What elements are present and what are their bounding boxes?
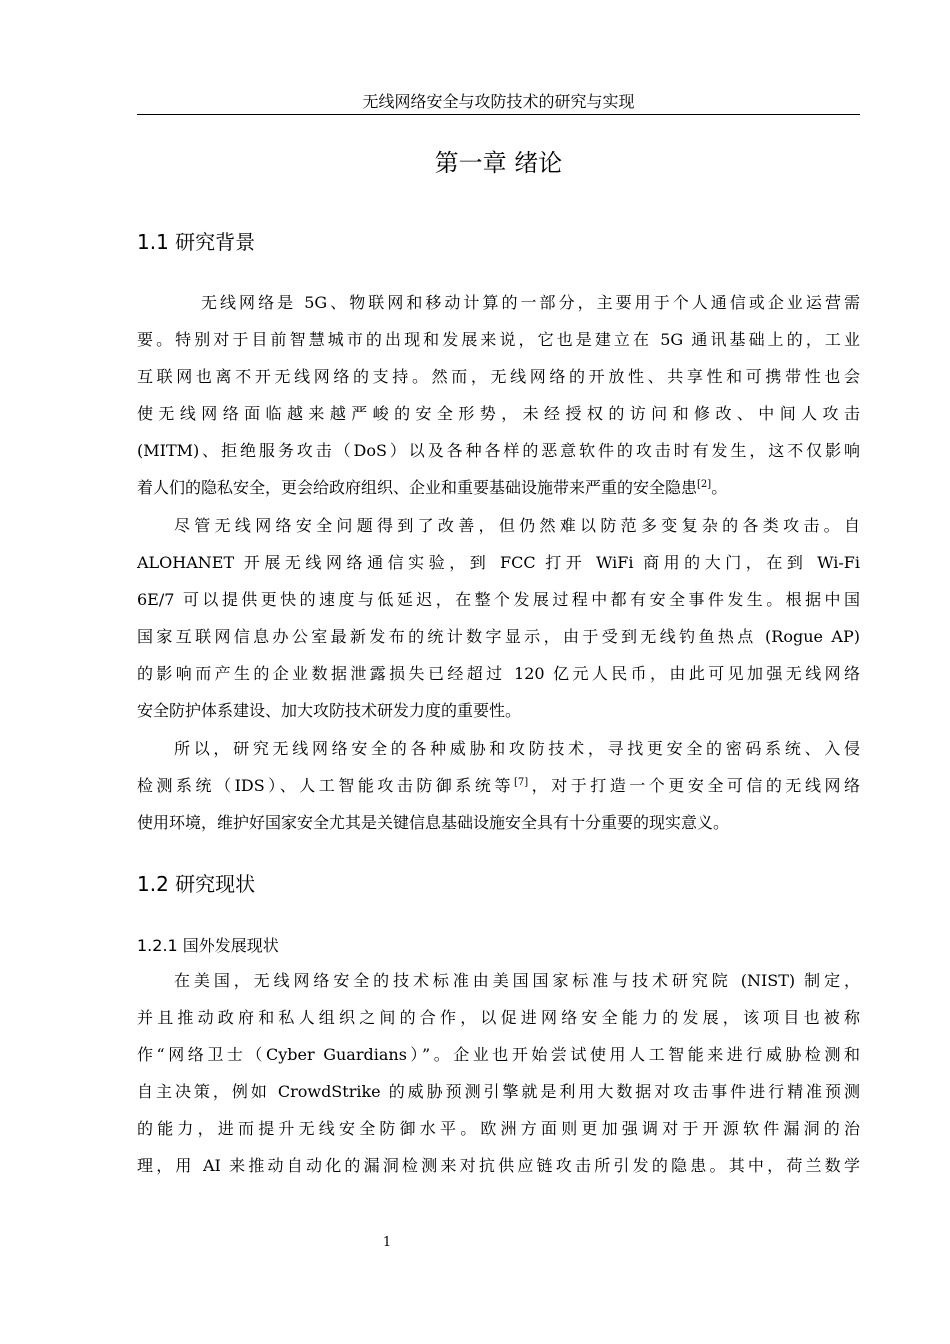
text-fragment: 着人们的隐私安全，更会给政府组织、企业和重要基础设施带来严重的安全隐患 xyxy=(137,478,698,497)
text-fragment: ，对于打造一个更安全可信的无线网络 xyxy=(528,776,860,795)
text-line: 尽管无线网络安全问题得到了改善，但仍然难以防范多变复杂的各类攻击。自 xyxy=(174,516,860,535)
text-line: 无线网络是 5G、物联网和移动计算的一部分，主要用于个人通信或企业运营需 xyxy=(201,293,860,312)
text-line: 国家互联网信息办公室最新发布的统计数字显示，由于受到无线钓鱼热点 (Rogue AP) xyxy=(137,627,860,646)
section-heading-1-1: 1.1 研究背景 xyxy=(137,230,256,254)
text-line: 使无线网络面临越来越严峻的安全形势，未经授权的访问和修改、中间人攻击 xyxy=(137,404,860,423)
text-fragment: 检测系统（IDS）、人工智能攻击防御系统等 xyxy=(137,776,514,795)
text-line: 互联网也离不开无线网络的支持。然而，无线网络的开放性、共享性和可携带性也会 xyxy=(137,367,860,386)
text-fragment: 。 xyxy=(711,478,728,497)
paragraph-foreign-status xyxy=(137,962,860,1184)
paragraph-background-1 xyxy=(137,284,860,506)
text-line: ALOHANET 开展无线网络通信实验，到 FCC 打开 WiFi 商用的大门，在到 Wi-Fi xyxy=(137,553,860,572)
paragraph-background-3 xyxy=(137,730,860,841)
text-line: 的能力，进而提升无线安全防御水平。欧洲方面则更加强调对于开源软件漏洞的治 xyxy=(137,1119,860,1138)
text-line: 安全防护体系建设、加大攻防技术研发力度的重要性。 xyxy=(137,701,522,720)
text-line: 理，用 AI 来推动自动化的漏洞检测来对抗供应链攻击所引发的隐患。其中，荷兰数学 xyxy=(137,1156,860,1175)
citation: [2] xyxy=(697,479,712,490)
section-heading-1-2: 1.2 研究现状 xyxy=(137,872,256,896)
text-line: 要。特别对于目前智慧城市的出现和发展来说，它也是建立在 5G 通讯基础上的，工业 xyxy=(137,330,860,349)
text-line: 自主决策，例如 CrowdStrike 的威胁预测引擎就是利用大数据对攻击事件进行精准预测 xyxy=(137,1082,860,1101)
page-number: 1 xyxy=(382,1235,392,1250)
text-line: (MITM)、拒绝服务攻击（DoS）以及各种各样的恶意软件的攻击时有发生，这不仅影响 xyxy=(137,441,860,460)
text-line: 所以，研究无线网络安全的各种威胁和攻防技术，寻找更安全的密码系统、入侵 xyxy=(174,739,860,758)
text-line: 6E/7 可以提供更快的速度与低延迟，在整个发展过程中都有安全事件发生。根据中国 xyxy=(137,590,860,609)
chapter-title: 第一章 绪论 xyxy=(434,149,563,177)
header-rule xyxy=(137,114,860,115)
citation: [7] xyxy=(513,777,529,788)
paragraph-background-2 xyxy=(137,507,860,729)
text-line: 并且推动政府和私人组织之间的合作，以促进网络安全能力的发展，该项目也被称 xyxy=(137,1008,860,1027)
subsection-heading-1-2-1: 1.2.1 国外发展现状 xyxy=(137,936,279,955)
text-line xyxy=(137,767,860,804)
text-line: 使用环境，维护好国家安全尤其是关键信息基础设施安全具有十分重要的现实意义。 xyxy=(137,813,730,832)
text-line: 的影响而产生的企业数据泄露损失已经超过 120 亿元人民币，由此可见加强无线网络 xyxy=(137,664,860,683)
text-line: 作“网络卫士（Cyber Guardians）”。企业也开始尝试使用人工智能来进行威胁检测和 xyxy=(137,1045,860,1064)
text-line: 在美国，无线网络安全的技术标准由美国国家标准与技术研究院 (NIST) 制定， xyxy=(174,971,860,990)
running-header: 无线网络安全与攻防技术的研究与实现 xyxy=(362,92,635,111)
text-line xyxy=(137,469,860,506)
